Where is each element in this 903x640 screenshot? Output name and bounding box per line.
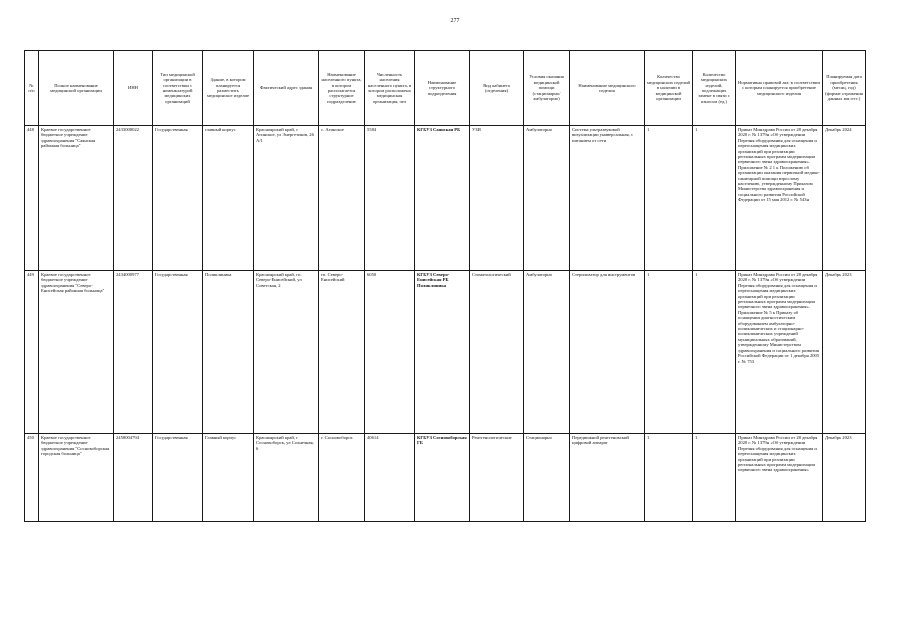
- row-number: 450: [25, 434, 39, 522]
- device: Передвижной рентгеновский цифровой аппарат: [570, 434, 645, 522]
- org-name: Краевое государственное бюджетное учреждение здравоохранения "Саянская районная больница": [39, 126, 114, 271]
- row-number: 449: [25, 271, 39, 434]
- header-cell: № п/п: [25, 51, 39, 126]
- header-cell: Количество медицинских изделий, подлежащих замене в связи с износом (ед.): [693, 51, 736, 126]
- header-cell: Наименование структурного подразделения: [415, 51, 470, 126]
- address: Красноярский край, гп. Северо-Енисейский, ул Советская, 2: [254, 271, 319, 434]
- header-cell: Наименование населенного пункта, в котором располагается структурное подразделение: [319, 51, 365, 126]
- header-cell: Нормативно правовой акт, в соответствии с которым планируется приобретение медицинского изделия: [736, 51, 823, 126]
- inn: 2434000977: [114, 271, 153, 434]
- header-cell: Полное наименование медицинской организации: [39, 51, 114, 126]
- org-name: Краевое государственное бюджетное учреждение здравоохранения "Сосновоборская городская больница": [39, 434, 114, 522]
- header-cell: Планируемая дата приобретения (месяц, год) (формат отражения данных мм гггг.): [823, 51, 866, 126]
- header-cell: Фактический адрес здания: [254, 51, 319, 126]
- population: 5584: [365, 126, 415, 271]
- locality: г. Сосновоборск: [319, 434, 365, 522]
- address: Красноярский край, г Сосновоборск, ул Солнечная, 6: [254, 434, 319, 522]
- conditions: Стационарно: [524, 434, 570, 522]
- locality: с. Агинское: [319, 126, 365, 271]
- cabinet: УЗИ: [470, 126, 524, 271]
- available: 1: [645, 126, 693, 271]
- org-type: Государственная: [153, 434, 203, 522]
- row-number: 448: [25, 126, 39, 271]
- cabinet: Рентгенологические: [470, 434, 524, 522]
- inn: 2458004794: [114, 434, 153, 522]
- header-cell: ИНН: [114, 51, 153, 126]
- page-number: 277: [450, 18, 460, 24]
- unit: КГБУЗ Саянская РБ: [415, 126, 470, 271]
- header-cell: Численность населения населенного пункта, в котором расположена медицинская организация, чел: [365, 51, 415, 126]
- table-header-row: [25, 51, 866, 126]
- table-row: [25, 271, 866, 434]
- available: 1: [645, 271, 693, 434]
- org-name: Краевое государственное бюджетное учреждение здравоохранения "Северо-Енисейская районная больница": [39, 271, 114, 434]
- device: Стерилизатор для инструментов: [570, 271, 645, 434]
- population: 6050: [365, 271, 415, 434]
- table-row: [25, 126, 866, 271]
- equipment-table: [24, 50, 866, 522]
- cabinet: Стоматологический: [470, 271, 524, 434]
- replace: 1: [693, 271, 736, 434]
- unit: КГБУЗ Северо-Енисейская РБ Поликлиника: [415, 271, 470, 434]
- conditions: Амбулаторно: [524, 271, 570, 434]
- building: Поликлиника: [203, 271, 254, 434]
- header-cell: Наименование медицинского изделия: [570, 51, 645, 126]
- header-cell: Количество медицинских изделий в наличии в медицинской организации: [645, 51, 693, 126]
- device: Система ультразвуковой визуализации универсальная, с питанием от сети: [570, 126, 645, 271]
- header-cell: Здание, в котором планируется разместить медицинское изделие: [203, 51, 254, 126]
- inn: 2433008022: [114, 126, 153, 271]
- header-cell: Тип медицинской организации в соответствии с номенклатурой медицинских организаций: [153, 51, 203, 126]
- header-cell: Вид кабинета (отделения): [470, 51, 524, 126]
- building: Главный корпус: [203, 434, 254, 522]
- available: 1: [645, 434, 693, 522]
- legal-act: Приказ Минздрава России от 28 декабря 2020 г. № 1379н «Об утверждении Перечня оборудования для оснащения и переоснащения медицинских организаций при реализации региональных программ модернизации первичного звена здравоохранения». Приложение № 5 к Приказу об оснащении диагностическим оборудованием амбулаторно-поликлинических и стационарно-поликлинических учреждений муниципальных образований, утвержденному Министерством здравоохранения и социального развития Российской Федерации от 1 декабря 2005 г. № 753: [736, 271, 823, 434]
- date: Декабрь 2023: [823, 434, 866, 522]
- replace: 1: [693, 434, 736, 522]
- unit: КГБУЗ Сосновоборская ГБ: [415, 434, 470, 522]
- conditions: Амбулаторно: [524, 126, 570, 271]
- legal-act: Приказ Минздрава России от 28 декабря 2020 г. № 1379н «Об утверждении Перечня оборудования для оснащения и переоснащения медицинских организаций при реализации региональных программ модернизации первичного звена здравоохранения». Приложение № 2 1 к Положению об организации оказания первичной медико-санитарной помощи взрослому населению, утвержденному Приказом Министерства здравоохранения и социального развития Российской Федерации от 15 мая 2012 г. № 543н: [736, 126, 823, 271]
- legal-act: Приказ Минздрава России от 28 декабря 2020 г. № 1379н «Об утверждении Перечня оборудования для оснащения и переоснащения медицинских организаций при реализации региональных программ модернизации первичного звена здравоохранения»: [736, 434, 823, 522]
- header-cell: Условия оказания медицинской помощи (стационарно/амбулаторно): [524, 51, 570, 126]
- date: Декабрь 2023: [823, 271, 866, 434]
- replace: 1: [693, 126, 736, 271]
- address: Красноярский край, с Агинское, ул Энергетиков, 26 А/1: [254, 126, 319, 271]
- population: 40614: [365, 434, 415, 522]
- locality: гп. Северо-Енисейский: [319, 271, 365, 434]
- table-row: [25, 434, 866, 522]
- org-type: Государственная: [153, 271, 203, 434]
- date: Декабрь 2024: [823, 126, 866, 271]
- building: главный корпус: [203, 126, 254, 271]
- org-type: Государственная: [153, 126, 203, 271]
